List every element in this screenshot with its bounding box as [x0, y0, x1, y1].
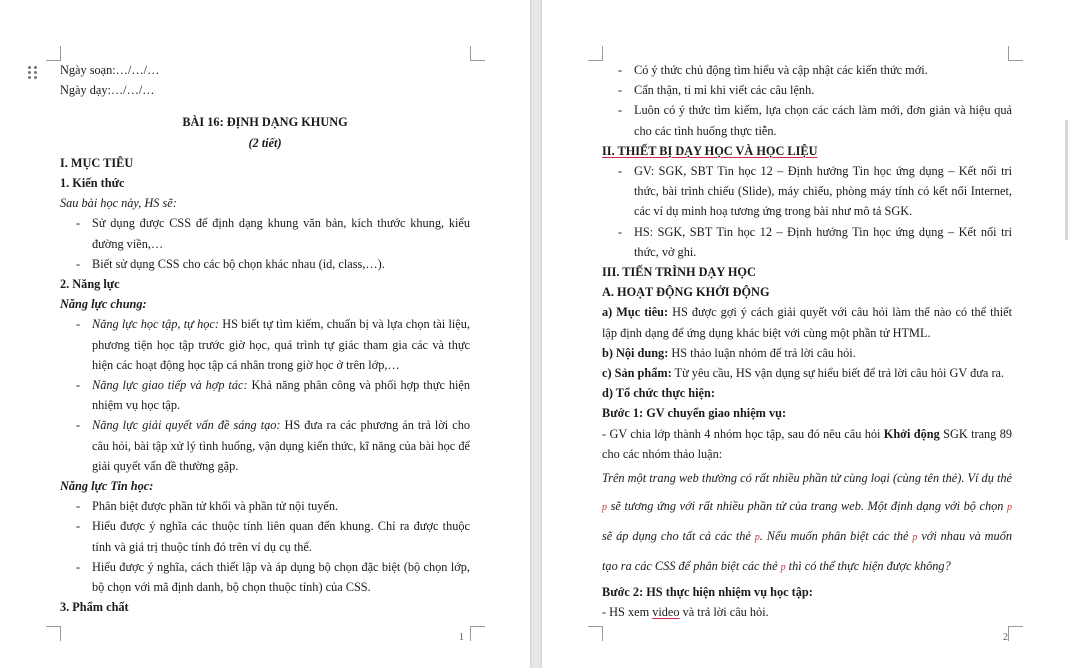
section-process: III. TIẾN TRÌNH DẠY HỌC [602, 265, 756, 280]
quality-item: - Luôn có ý thức tìm kiếm, lựa chọn các cách làm mới, đơn giản và hiệu quả cho các tình huống thực tiễn. [618, 103, 1012, 138]
margin-corner-top-left [46, 46, 61, 61]
quality-item: - Có ý thức chủ động tìm hiểu và cập nhật các kiến thức mới. [618, 63, 928, 77]
date-prepared: Ngày soạn:…/…/… [60, 63, 160, 77]
page-1-body [60, 60, 470, 617]
warmup-question: Trên một trang web thường có rất nhiều phần tử cùng loại (cùng tên thẻ). Ví dụ thẻ p sẽ tương ứng với rất nhiều phần tử của trang web. Một định dạng với bộ chọn p sẽ áp dụng cho tất cả các thẻ p. Nếu muốn phân biệt các thẻ p với nhau và muốn tạo ra các CSS để phân biệt các thẻ p thì có thể thực hiện được không? [602, 471, 1012, 574]
it-competence-item: - Hiểu được ý nghĩa các thuộc tính liên quan đến khung. Chỉ ra được thuộc tính và giá trị thuộc tính đó trên ví dụ cụ thể. [76, 519, 470, 554]
step-2-paragraph: - HS xem video và trả lời câu hỏi. [602, 605, 769, 620]
page-number: 1 [459, 632, 464, 643]
margin-corner-bottom-right [470, 626, 485, 641]
knowledge-item: - Sử dụng được CSS để định dạng khung văn bản, kích thước khung, kiểu đường viền,… [76, 216, 470, 251]
heading-step-1: Bước 1: GV chuyển giao nhiệm vụ: [602, 406, 787, 421]
section-equipment: II. THIẾT BỊ DẠY HỌC VÀ HỌC LIỆU [602, 143, 818, 158]
heading-step-2: Bước 2: HS thực hiện nhiệm vụ học tập: [602, 585, 813, 600]
it-competence-item: - Phân biệt được phần tử khối và phần tử nội tuyến. [76, 499, 339, 514]
objective-paragraph: a) Mục tiêu: HS được gợi ý cách giải quyết với câu hỏi làm thế nào có thể thiết lập định dạng để ứng dụng khác biệt với cùng một phần tử HTML. [602, 305, 1013, 340]
heading-organization: d) Tổ chức thực hiện: [602, 386, 715, 401]
content-paragraph: b) Nội dung: HS thảo luận nhóm để trả lời câu hỏi. [602, 345, 856, 360]
lesson-duration: (2 tiết) [248, 135, 282, 150]
heading-qualities: 3. Phẩm chất [60, 600, 129, 615]
lesson-title: BÀI 16: ĐỊNH DẠNG KHUNG [182, 115, 348, 130]
margin-corner-top-right [1008, 46, 1023, 61]
page-2-body [602, 60, 1012, 622]
page-number: 2 [1003, 632, 1008, 643]
competence-item: - Năng lực giao tiếp và hợp tác: Khả năng phân công và phối hợp thực hiện nhiệm vụ học tập. [76, 378, 471, 413]
it-competence-item: - Hiểu được ý nghĩa, cách thiết lập và áp dụng bộ chọn đặc biệt (bộ chọn lớp, bộ chọn với mã định danh, bộ chọn thuộc tính) của CSS. [76, 559, 470, 595]
knowledge-item: - Biết sử dụng CSS cho các bộ chọn khác nhau (id, class,…). [76, 256, 385, 271]
document-page-2 [542, 0, 1068, 668]
margin-corner-top-left [588, 46, 603, 61]
product-paragraph: c) Sản phẩm: Từ yêu cầu, HS vận dụng sự hiểu biết để trả lời câu hỏi GV đưa ra. [602, 366, 1005, 381]
step-1-paragraph: - GV chia lớp thành 4 nhóm học tập, sau đó nêu câu hỏi Khởi động SGK trang 89 cho các nhóm thảo luận: [602, 426, 1012, 461]
section-objectives: I. MỤC TIÊU [60, 155, 134, 170]
document-page-1 [0, 0, 530, 668]
margin-corner-bottom-left [46, 626, 61, 641]
date-teaching: Ngày dạy:…/…/… [60, 83, 155, 98]
knowledge-intro: Sau bài học này, HS sẽ: [60, 196, 177, 211]
section-warmup: A. HOẠT ĐỘNG KHỞI ĐỘNG [602, 285, 770, 300]
equipment-item: - GV: SGK, SBT Tin học 12 – Định hướng Tin học ứng dụng – Kết nối tri thức, bài trình chiếu (Slide), máy chiếu, phòng máy tính có kết nối Internet, các ví dụ minh hoạ tương ứng trong bài như mô tả SGK. [618, 164, 1012, 219]
heading-it-competence: Năng lực Tin học: [60, 479, 154, 494]
heading-knowledge: 1. Kiến thức [60, 176, 125, 191]
equipment-item: - HS: SGK, SBT Tin học 12 – Định hướng Tin học ứng dụng – Kết nối tri thức, vở ghi. [618, 224, 1012, 259]
quality-item: - Cẩn thận, tỉ mỉ khi viết các câu lệnh. [618, 83, 815, 98]
drag-handle-icon[interactable] [28, 66, 40, 80]
margin-corner-bottom-left [588, 626, 603, 641]
competence-item: - Năng lực giải quyết vấn đề sáng tạo: HS đưa ra các phương án trả lời cho câu hỏi, bài tập xử lý tình huống, vận dụng kiến thức, kĩ năng của bài học để giải quyết vấn đề thường gặp. [76, 418, 470, 473]
heading-competence: 2. Năng lực [60, 277, 120, 292]
margin-corner-bottom-right [1008, 626, 1023, 641]
margin-corner-top-right [470, 46, 485, 61]
heading-general-competence: Năng lực chung: [60, 297, 147, 312]
competence-item: - Năng lực học tập, tự học: HS biết tự tìm kiếm, chuẩn bị và lựa chọn tài liệu, phương tiện học tập trước giờ học, quá trình tự giác tham gia các và thực hiện các hoạt động học tập cá nhân trong giờ học ở trên lớp,… [76, 317, 470, 372]
